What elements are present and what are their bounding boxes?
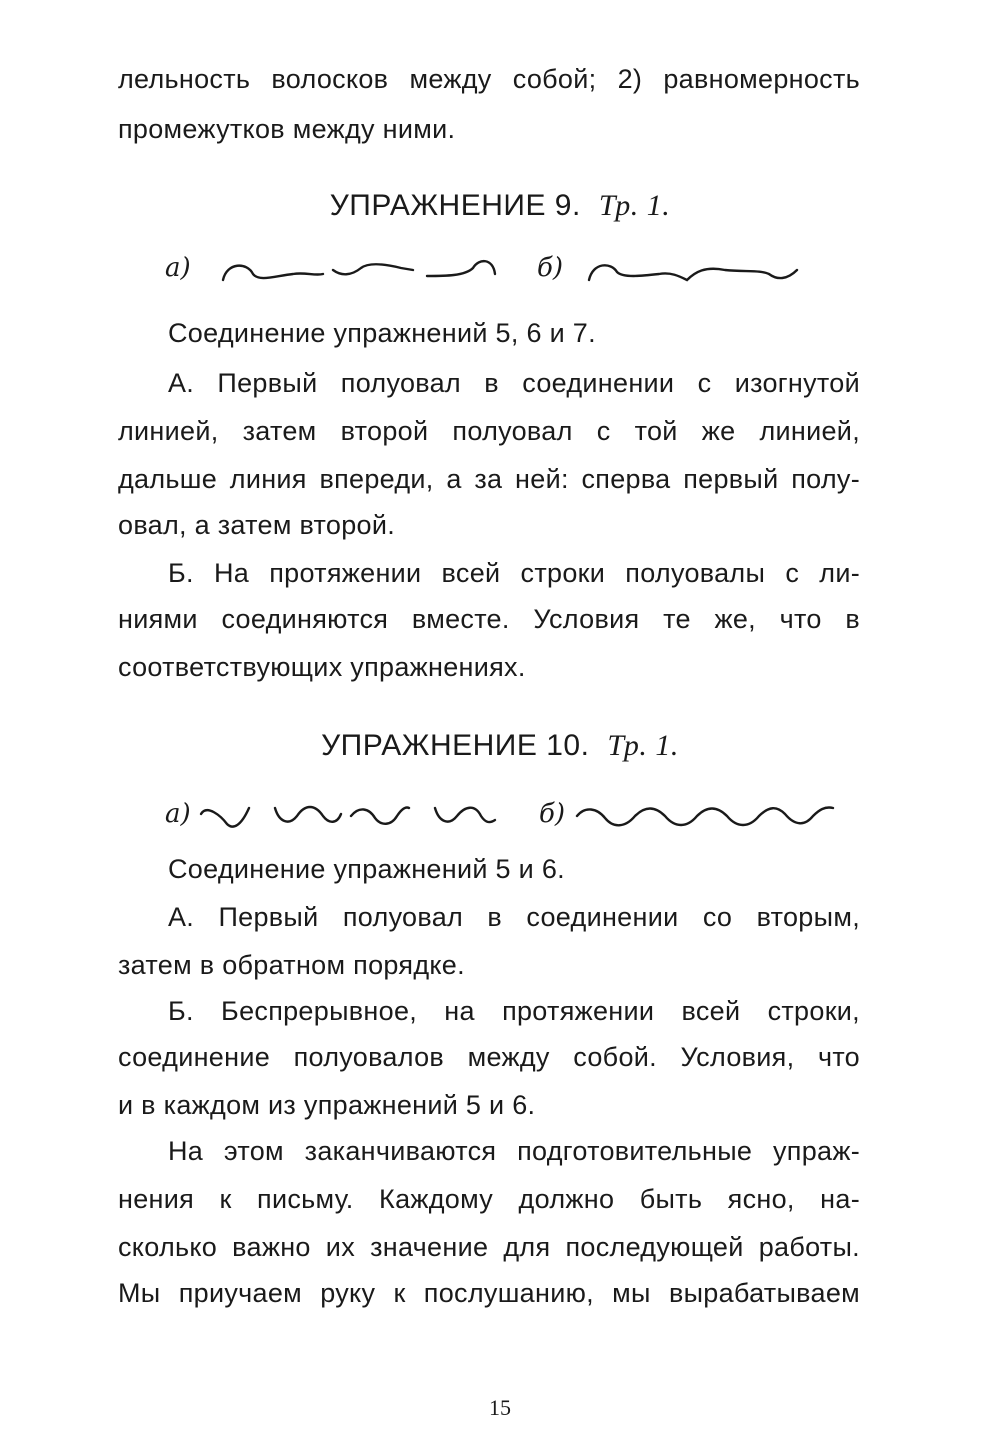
exercise-9-tr: Тр. 1. xyxy=(598,189,671,222)
stroke-halfovals-3 xyxy=(351,807,409,823)
exercise-9-strokes xyxy=(165,240,825,305)
exercise-9-label-b: б) xyxy=(537,253,564,283)
text-line: промежутков между ними. xyxy=(118,114,456,144)
stroke-halfoval-line xyxy=(223,266,323,280)
exercise-9-intro: Соединение упражнений 5, 6 и 7. xyxy=(168,318,596,348)
exercise-10-para-b-line: Б. Беспрерывное, на протяжении всей строки, xyxy=(168,996,860,1026)
exercise-9-para-a-line: овал, а затем второй. xyxy=(118,510,396,540)
page-number: 15 xyxy=(489,1395,511,1420)
exercise-9-heading xyxy=(0,188,1000,224)
exercise-10-para-a-line: А. Первый полуовал в соединении со вторым, xyxy=(168,902,860,932)
exercise-10-label-b: б) xyxy=(539,799,566,829)
stroke-halfovals-2 xyxy=(275,807,341,822)
exercise-9-title: УПРАЖНЕНИЕ 9. xyxy=(329,189,581,222)
stroke-halfovals-1 xyxy=(201,808,249,827)
exercise-10-stroke-illustration xyxy=(165,786,845,846)
exercise-10-strokes xyxy=(165,786,845,851)
exercise-10-para-a-line: затем в обратном порядке. xyxy=(118,950,465,980)
exercise-9-stroke-illustration xyxy=(165,240,825,300)
stroke-line-halfoval xyxy=(333,264,413,274)
final-paragraph-line: сколько важно их значение для последующей работы. xyxy=(118,1232,860,1262)
text-line: лельность волосков между собой; 2) равномерность xyxy=(118,64,860,94)
stroke-halfovals-4 xyxy=(435,808,495,822)
exercise-9-para-a-line: линией, затем второй полуовал с той же линией, xyxy=(118,416,860,446)
exercise-9-label-a: а) xyxy=(165,253,191,283)
exercise-9-para-b-line: соответствующих упражнениях. xyxy=(118,652,526,682)
stroke-line-halfoval-2 xyxy=(427,261,495,276)
exercise-10-heading xyxy=(0,728,1000,764)
exercise-9-para-a-line: дальше линия впереди, а за ней: сперва первый полу- xyxy=(118,464,860,494)
stroke-continuous-halfovals xyxy=(577,807,833,825)
final-paragraph-line: На этом заканчиваются подготовительные упраж- xyxy=(168,1136,860,1166)
exercise-9-para-b-line: Б. На протяжении всей строки полуовалы с ли- xyxy=(168,558,860,588)
final-paragraph-line: нения к письму. Каждому должно быть ясно, на- xyxy=(118,1184,860,1214)
final-paragraph-line: Мы приучаем руку к послушанию, мы вырабатываем xyxy=(118,1278,860,1308)
exercise-10-label-a: а) xyxy=(165,799,191,829)
exercise-10-tr: Тр. 1. xyxy=(607,729,679,762)
exercise-10-para-b-line: и в каждом из упражнений 5 и 6. xyxy=(118,1090,536,1120)
exercise-10-intro: Соединение упражнений 5 и 6. xyxy=(168,854,565,884)
exercise-10-title: УПРАЖНЕНИЕ 10. xyxy=(321,729,590,762)
exercise-9-para-b-line: ниями соединяются вместе. Условия те же, что в xyxy=(118,604,860,634)
stroke-continuous xyxy=(589,265,797,280)
exercise-10-para-b-line: соединение полуовалов между собой. Условия, что xyxy=(118,1042,860,1072)
exercise-9-para-a-line: А. Первый полуовал в соединении с изогнутой xyxy=(168,368,860,398)
